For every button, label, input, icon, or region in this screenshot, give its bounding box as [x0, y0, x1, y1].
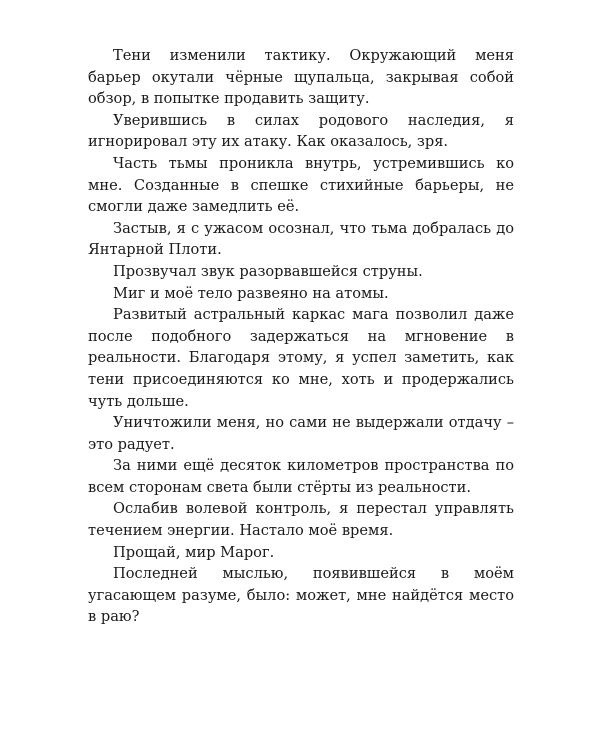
paragraph-2: Уверившись в силах родового наследия, я игнорировал эту их атаку. Как оказалось, зря. [88, 111, 514, 151]
paragraph-11: Прощай, мир Марог. [113, 543, 275, 561]
paragraph-4: Застыв, я с ужасом осознал, что тьма добралась до Янтарной Плоти. [88, 219, 514, 259]
paragraph-9: За ними ещё десяток километров пространства по всем сторонам света были стёрты из реальности. [88, 457, 514, 496]
paragraph-8: Уничтожили меня, но сами не выдержали отдачу – это радует. [88, 414, 514, 453]
paragraph-1: Тени изменили тактику. Окружающий меня барьер окутали чёрные щупальца, закрывая собой обзор, в попытке продавить защиту. [88, 47, 514, 108]
paragraph-10: Ослабив волевой контроль, я перестал управлять течением энергии. Настало моё время. [88, 500, 514, 540]
paragraph-3: Часть тьмы проникла внутрь, устремившись ко мне. Созданные в спешке стихийные барьеры, не смогли даже замедлить её. [88, 154, 514, 216]
body-text [88, 45, 514, 628]
paragraph-6: Миг и моё тело развеяно на атомы. [113, 284, 389, 302]
paragraph-12: Последней мыслью, появившейся в моём угасающем разуме, было: может, мне найдётся место в раю? [88, 565, 514, 626]
paragraph-5: Прозвучал звук разорвавшейся струны. [113, 262, 423, 280]
paragraph-7: Развитый астральный каркас мага позволил даже после подобного задержаться на мгновение в реальности. Благодаря этому, я успел заметить, как тени присоединяются ко мне, хоть и продержались чуть дольше. [88, 306, 514, 410]
